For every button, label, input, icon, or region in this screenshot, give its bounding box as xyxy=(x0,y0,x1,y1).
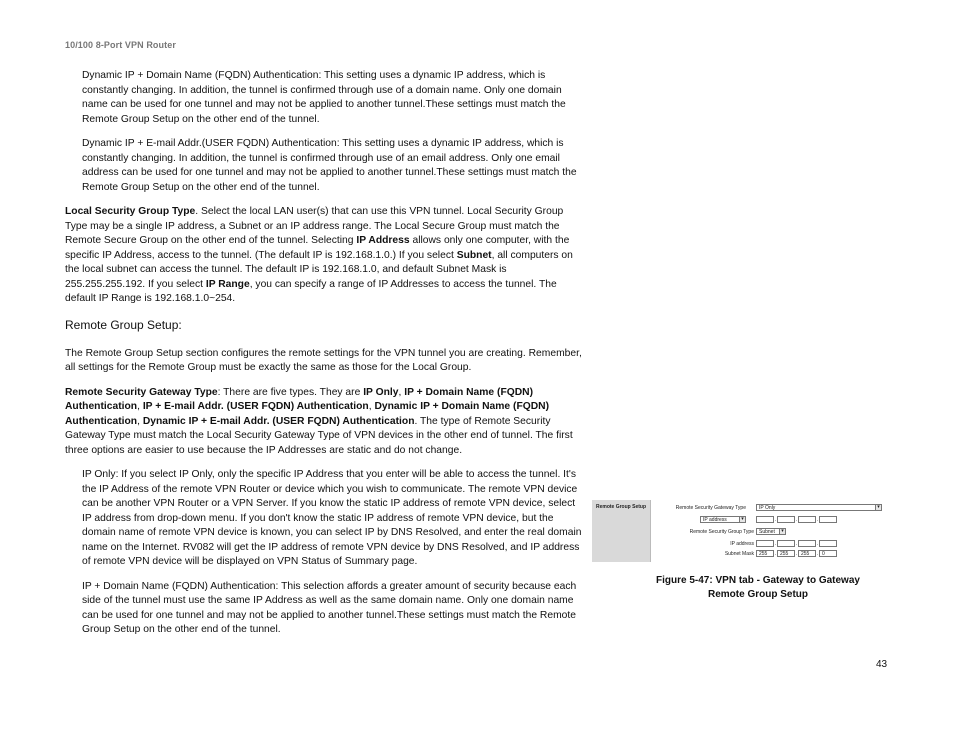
ip-octet-1[interactable] xyxy=(756,516,777,523)
figure-remote-group-setup xyxy=(592,500,890,562)
term-ip-email: IP + E-mail Addr. (USER FQDN) Authentication xyxy=(142,401,369,412)
mask-octet-3[interactable]: 255 xyxy=(798,550,816,557)
term-ip-only: IP Only xyxy=(363,386,399,398)
subnet-ip-octet-3[interactable] xyxy=(798,540,819,547)
ip-type-select[interactable]: IP address xyxy=(700,516,746,523)
section-heading: Remote Group Setup: xyxy=(65,317,182,332)
text-run: , xyxy=(137,415,143,427)
subnet-ip-octet-2[interactable] xyxy=(777,540,798,547)
chevron-down-icon[interactable]: ▾ xyxy=(779,528,786,535)
ip-address-label: IP address xyxy=(730,541,754,547)
text-run: , xyxy=(368,401,375,412)
paragraph-dynamic-ip-email: Dynamic IP + E-mail Addr.(USER FQDN) Authentication: This setting uses a dynamic IP address, which is constantly changing. In addition, the tunnel is confirmed through use of an email address. Only one email address can be used for one tunnel and may not be applied to another tunnel.These settings must match the Remote Group Setup on the other end of the tunnel. xyxy=(82,138,577,193)
dot-separator: . xyxy=(775,517,777,523)
term-local-security-group-type: Local Security Group Type xyxy=(65,206,196,217)
paragraph-dynamic-ip-fqdn: Dynamic IP + Domain Name (FQDN) Authentication: This setting uses a dynamic IP address, which is constantly changing. In addition, the tunnel is confirmed through use of a domain name. Only one domain name can be used for one tunnel and may not be applied to another tunnel.These settings must match the Remote Group Setup on the other end of the tunnel. xyxy=(82,70,566,125)
ip-octet-4[interactable] xyxy=(819,516,837,523)
figure-caption xyxy=(594,574,922,602)
dot-separator: . xyxy=(817,551,819,557)
term-dynamic-ip-fqdn: Dynamic IP + Domain Name (FQDN) Authentication xyxy=(65,401,550,427)
dot-separator: . xyxy=(796,517,798,523)
subnet-ip-octet-1[interactable] xyxy=(756,540,777,547)
dot-separator: . xyxy=(796,551,798,557)
dot-separator: . xyxy=(817,517,819,523)
subnet-mask-label: Subnet Mask xyxy=(724,551,754,557)
mask-octet-4[interactable]: 0 xyxy=(819,550,837,557)
paragraph-ip-fqdn: IP + Domain Name (FQDN) Authentication: This selection affords a greater amount of security because each side of the tunnel must use the same IP Address as well as the same domain name. Only one domain name can be used for one tunnel and may not be applied to another tunnel.These settings must match the Remote Group Setup on the other end of the tunnel. xyxy=(82,580,577,635)
caption-line-2: Remote Group Setup xyxy=(707,589,808,600)
term-ip-address: IP Address xyxy=(356,235,410,246)
dot-separator: . xyxy=(817,541,819,547)
group-type-label: Remote Security Group Type xyxy=(689,529,754,535)
paragraph-ip-only: IP Only: If you select IP Only, only the specific IP Address that you enter will be able to access the tunnel. It's the IP Address of the remote VPN Router or device which you wish to communicate. The remote VPN device can be another VPN Router or a VPN Server. If you know the static IP address of remote VPN device, select IP address from drop-down menu. If you don't know the static IP address of remote VPN device, but the domain name of remote VPN device is known, you can select IP by DNS Resolved, and enter the real domain name on the Internet. RV082 will get the IP address of remote VPN device by DNS Resolved, and IP address of remote VPN device will be displayed on VPN Status of Summary page. xyxy=(82,469,582,567)
mask-octet-1[interactable]: 255 xyxy=(756,550,774,557)
paragraph-local-security-group xyxy=(65,205,587,307)
figure-panel-title: Remote Group Setup xyxy=(596,504,647,510)
term-ip-fqdn: IP + Domain Name (FQDN) Authentication xyxy=(65,386,534,412)
group-type-select[interactable]: Subnet xyxy=(756,528,786,535)
term-ip-range: IP Range xyxy=(205,278,250,290)
term-dynamic-ip-email: Dynamic IP + E-mail Addr. (USER FQDN) Authentication xyxy=(142,415,415,427)
dot-separator: . xyxy=(775,551,777,557)
text-run: : There are five types. They are xyxy=(217,386,364,398)
ip-octet-2[interactable] xyxy=(777,516,798,523)
term-subnet: Subnet xyxy=(456,249,492,261)
gateway-type-label: Remote Security Gateway Type xyxy=(675,505,746,511)
ip-octet-3[interactable] xyxy=(798,516,819,523)
page-number: 43 xyxy=(876,659,888,670)
mask-octet-2[interactable]: 255 xyxy=(777,550,795,557)
dot-separator: . xyxy=(796,541,798,547)
text-run: , xyxy=(137,401,143,412)
text-run: . Select the local LAN user(s) that can use this VPN tunnel. Local Security Group Type may be a single IP address, a Subnet or an IP address range. The Local Secure Group must match the Remote Secure Group on the other end of the tunnel. Selecting xyxy=(65,206,564,246)
paragraph-remote-group-intro: The Remote Group Setup section configures the remote settings for the VPN tunnel you are creating. Remember, all settings for the Remote Group must be exactly the same as those for the Local Group. xyxy=(65,347,582,373)
dot-separator: . xyxy=(775,541,777,547)
running-header: 10/100 8-Port VPN Router xyxy=(65,40,176,50)
text-run: allows only one computer, with the specific IP Address, access to the tunnel. (The default IP is 192.168.1.0.) If you select xyxy=(65,235,570,261)
chevron-down-icon[interactable]: ▾ xyxy=(739,516,746,523)
body-column xyxy=(65,69,587,648)
text-run: , all computers on the local subnet can access the tunnel. The default IP is 192.168.1.0, and default Subnet Mask is 255.255.255.192. If you select xyxy=(65,249,573,290)
paragraph-remote-gateway-type xyxy=(65,386,587,459)
gateway-type-select[interactable]: IP Only xyxy=(756,504,882,511)
text-run: . The type of Remote Security Gateway Type must match the Local Security Gateway Type of VPN devices in the other end of tunnel. The first three options are easier to use because the IP Addresses are static and do not change. xyxy=(65,415,573,456)
subnet-ip-octet-4[interactable] xyxy=(819,540,837,547)
chevron-down-icon[interactable]: ▾ xyxy=(875,504,882,511)
term-remote-security-gateway-type: Remote Security Gateway Type xyxy=(65,386,218,398)
text-run: , xyxy=(398,386,405,398)
text-run: , you can specify a range of IP Addresses to access the tunnel. The default IP Range is 192.168.1.0~254. xyxy=(65,278,557,304)
figure-side-panel xyxy=(592,500,651,562)
caption-line-1: Figure 5-47: VPN tab - Gateway to Gateway xyxy=(656,575,860,586)
